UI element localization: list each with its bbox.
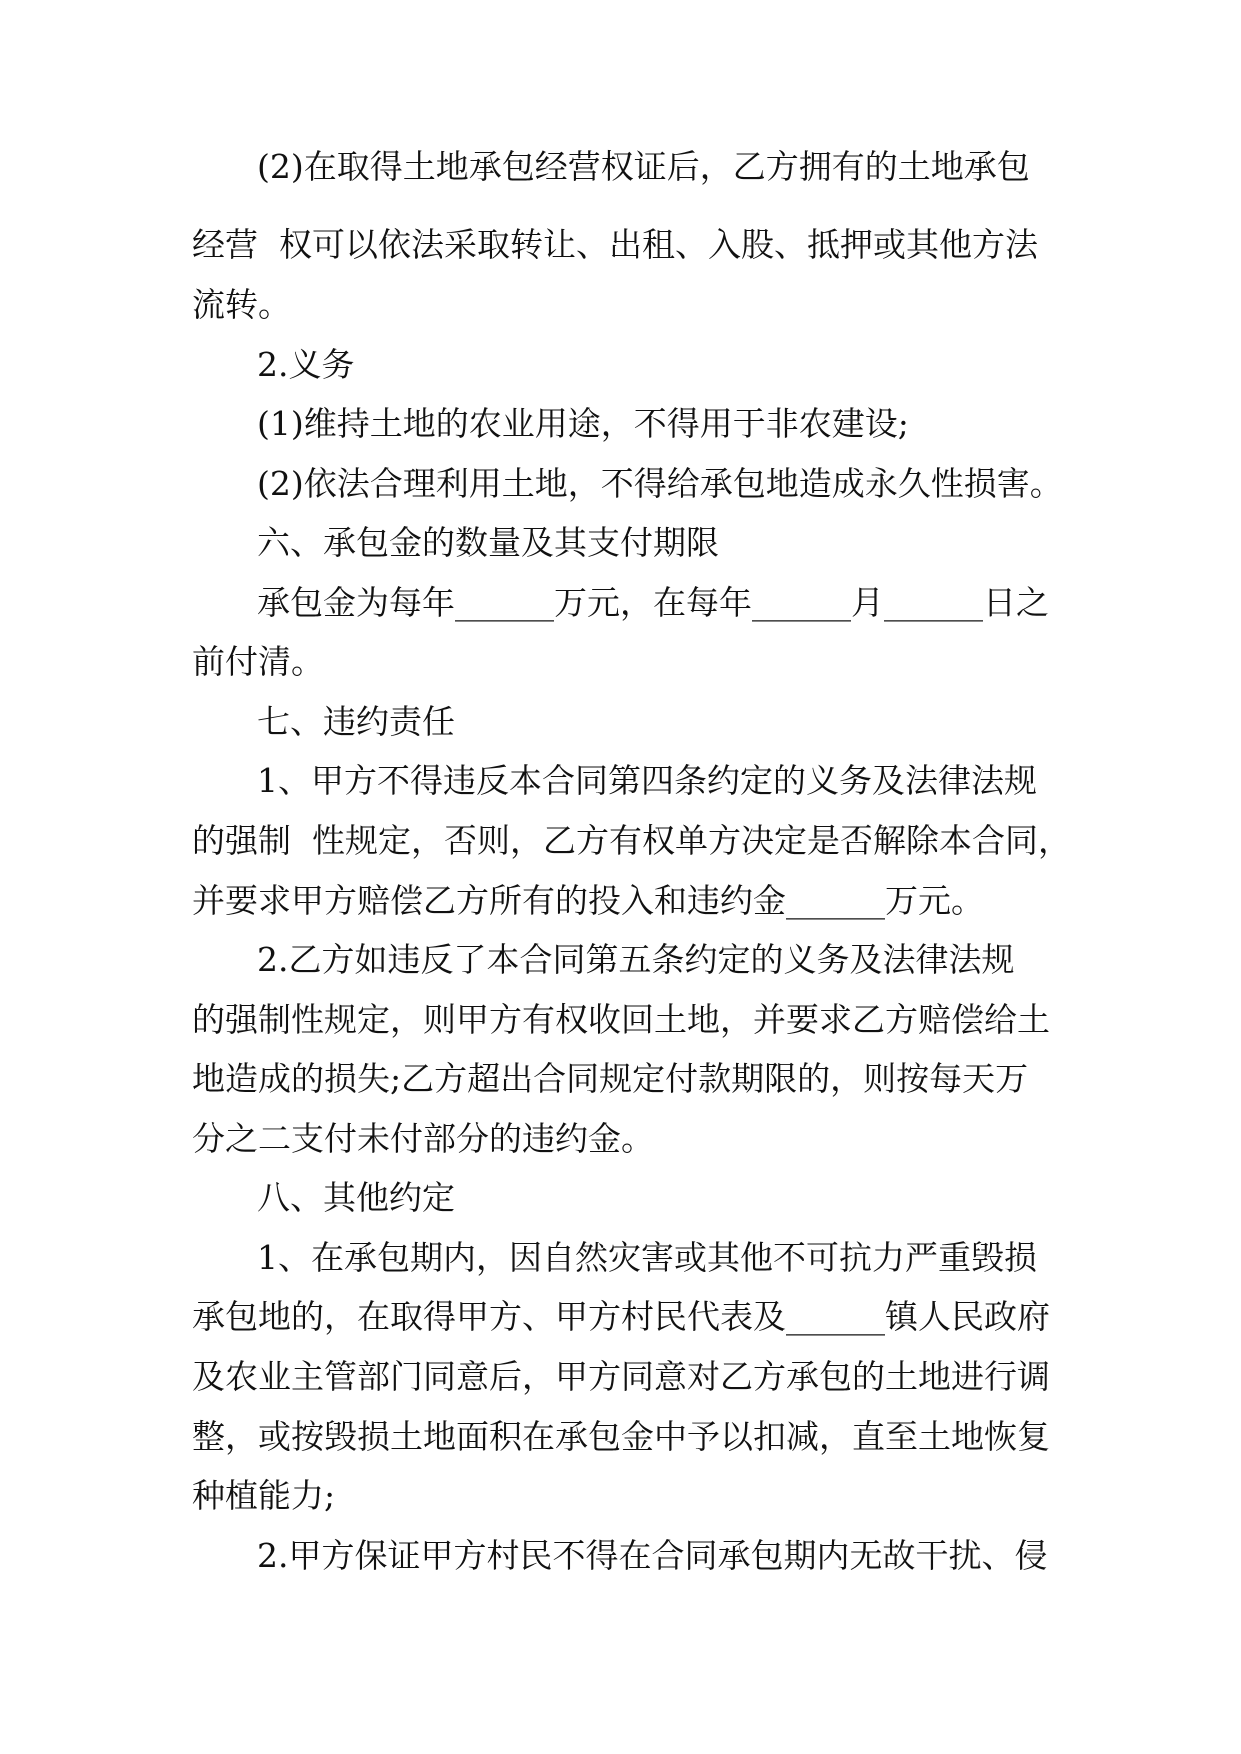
paragraph-line: 2.乙方如违反了本合同第五条约定的义务及法律法规 [257,940,1015,979]
paragraph-line: 地造成的损失;乙方超出合同规定付款期限的，则按每天万 [192,1059,1029,1098]
section-heading: 七、违约责任 [257,702,455,741]
paragraph-line: (1)维持土地的农业用途，不得用于非农建设; [257,404,909,443]
paragraph-line: 前付清。 [192,642,324,681]
paragraph-line: 1、在承包期内，因自然灾害或其他不可抗力严重毁损 [257,1238,1037,1277]
section-heading: 六、承包金的数量及其支付期限 [257,523,719,562]
paragraph-line: (2)在取得土地承包经营权证后，乙方拥有的土地承包 [257,147,1030,186]
section-heading: 八、其他约定 [257,1178,455,1217]
paragraph-line: 整，或按毁损土地面积在承包金中予以扣减，直至土地恢复 [192,1417,1050,1456]
paragraph-line: 经营 权可以依法采取转让、出租、入股、抵押或其他方法 [192,225,1038,264]
paragraph-line: 2.甲方保证甲方村民不得在合同承包期内无故干扰、侵 [257,1536,1048,1575]
paragraph-line: 的强制 性规定，否则，乙方有权单方决定是否解除本合同， [192,821,1071,860]
section-heading: 2.义务 [257,345,355,384]
paragraph-line: 的强制性规定，则甲方有权收回土地，并要求乙方赔偿给土 [192,1000,1050,1039]
paragraph-line: 及农业主管部门同意后，甲方同意对乙方承包的土地进行调 [192,1357,1050,1396]
paragraph-line: 分之二支付未付部分的违约金。 [192,1119,654,1158]
paragraph-line: 流转。 [192,285,291,324]
paragraph-line: 种植能力; [192,1476,336,1515]
paragraph-line: 承包金为每年______万元，在每年______月______日之 [257,583,1049,622]
paragraph-line: 1、甲方不得违反本合同第四条约定的义务及法律法规 [257,761,1037,800]
paragraph-line: (2)依法合理利用土地，不得给承包地造成永久性损害。 [257,464,1063,503]
paragraph-line: 承包地的，在取得甲方、甲方村民代表及______镇人民政府 [192,1297,1050,1336]
paragraph-line: 并要求甲方赔偿乙方所有的投入和违约金______万元。 [192,881,984,920]
